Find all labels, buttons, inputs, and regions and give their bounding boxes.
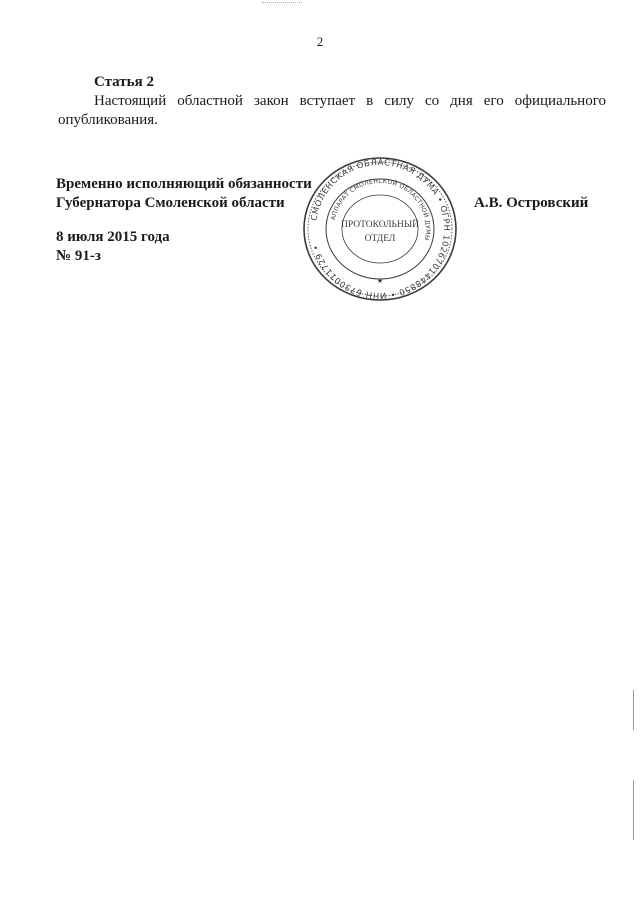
- seal-outer-text: СМОЛЕНСКАЯ ОБЛАСТНАЯ ДУМА • ОГРН 1026701448850 • ИНН 6730011729 •: [308, 156, 453, 302]
- issue-block: [56, 228, 170, 266]
- scan-edge-mark-1: [633, 690, 634, 730]
- seal-star-icon: ★: [376, 277, 384, 285]
- issue-date: 8 июля 2015 года: [56, 229, 170, 245]
- seal-graphic: [300, 155, 460, 303]
- scan-edge-mark-2: [633, 780, 634, 840]
- seal-inner-text: АППАРАТ СМОЛЕНСКОЙ ОБЛАСТНОЙ ДУМЫ: [329, 177, 432, 242]
- seal-center-line-2: ОТДЕЛ: [364, 234, 396, 244]
- signatory-position: [56, 175, 312, 213]
- scan-top-mark: [262, 2, 302, 4]
- signer-name: А.В. Островский: [474, 195, 589, 211]
- signatory-position-line-1: Временно исполняющий обязанности: [56, 176, 312, 192]
- page-number: 2: [316, 34, 324, 49]
- article-body: Настоящий областной закон вступает в силу со дня его официального опубликования.: [58, 93, 606, 128]
- official-seal: [300, 155, 460, 303]
- article-title: Статья 2: [94, 74, 154, 90]
- seal-center-line-1: ПРОТОКОЛЬНЫЙ: [340, 220, 420, 230]
- law-number: № 91-з: [56, 248, 101, 264]
- signatory-position-line-2: Губернатора Смоленской области: [56, 195, 285, 211]
